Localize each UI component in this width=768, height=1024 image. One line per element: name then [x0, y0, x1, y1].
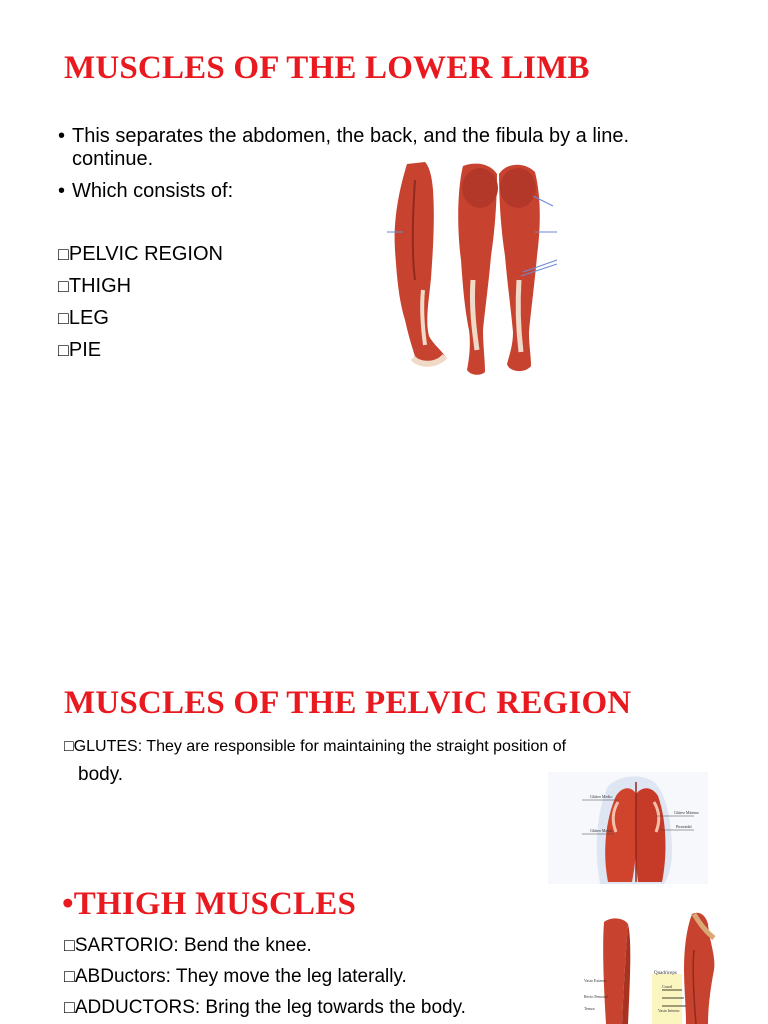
title-bullet-glyph: • [62, 886, 74, 922]
slide2-title: MUSCLES OF THE PELVIC REGION [64, 685, 632, 721]
fig-label: Glúteo Medio [590, 794, 613, 799]
box-glyph: □ [64, 997, 75, 1017]
box-glyph: □ [64, 935, 75, 955]
slide1-bullet1-line2: continue. [72, 148, 154, 170]
slide3-title [62, 886, 356, 923]
list-item-label: SARTORIO: Bend the knee. [74, 935, 312, 956]
glutes-text: GLUTES: They are responsible for maintaining the straight position of [73, 738, 567, 755]
fig-label: Quadriceps [654, 971, 677, 976]
list-item [64, 995, 466, 1020]
list-item-label: LEG [68, 307, 109, 329]
fig-label: Glúteo Mínimo [674, 810, 699, 815]
list-item-label: PELVIC REGION [68, 243, 223, 265]
fig-label: Glúteo Mayor [590, 828, 613, 833]
list-item [58, 242, 223, 266]
fig-label: Piramidal [676, 824, 692, 829]
list-item-label: ADDUCTORS: Bring the leg towards the body. [74, 997, 466, 1018]
list-item [64, 933, 312, 958]
fig-label: Tensor [584, 1006, 595, 1011]
box-glyph: □ [64, 738, 74, 755]
fig-label: Recto Femoral [584, 994, 608, 999]
list-item [58, 338, 101, 362]
box-glyph: □ [58, 276, 69, 296]
box-glyph: □ [58, 244, 69, 264]
thigh-muscles-illustration [582, 910, 732, 1024]
list-item [58, 306, 109, 330]
slide1-bullet2: Which consists of: [72, 180, 234, 202]
list-item-label: PIE [68, 339, 102, 361]
bullet-glyph: • [58, 125, 66, 147]
slide2-glutes-line1 [64, 738, 566, 756]
fig-label: Crural [662, 984, 673, 989]
slide1-title: MUSCLES OF THE LOWER LIMB [64, 50, 590, 86]
bullet-glyph: • [58, 180, 66, 202]
slide3-title-text: THIGH MUSCLES [73, 886, 357, 922]
box-glyph: □ [58, 340, 69, 360]
box-glyph: □ [58, 308, 69, 328]
box-glyph: □ [64, 966, 75, 986]
list-item [58, 274, 131, 298]
list-item [64, 964, 407, 989]
list-item-label: ABDuctors: They move the leg laterally. [74, 966, 407, 987]
fig-label: Vasto Interno [658, 1008, 680, 1013]
fig-label: Vasto Externo [584, 978, 607, 983]
leg-muscles-illustration [385, 160, 565, 382]
slide1-bullet1-line1: This separates the abdomen, the back, and the fibula by a line. [72, 125, 630, 147]
list-item-label: THIGH [68, 275, 132, 297]
slide2-glutes-line2: body. [78, 764, 124, 785]
gluteal-muscles-illustration [548, 772, 708, 884]
